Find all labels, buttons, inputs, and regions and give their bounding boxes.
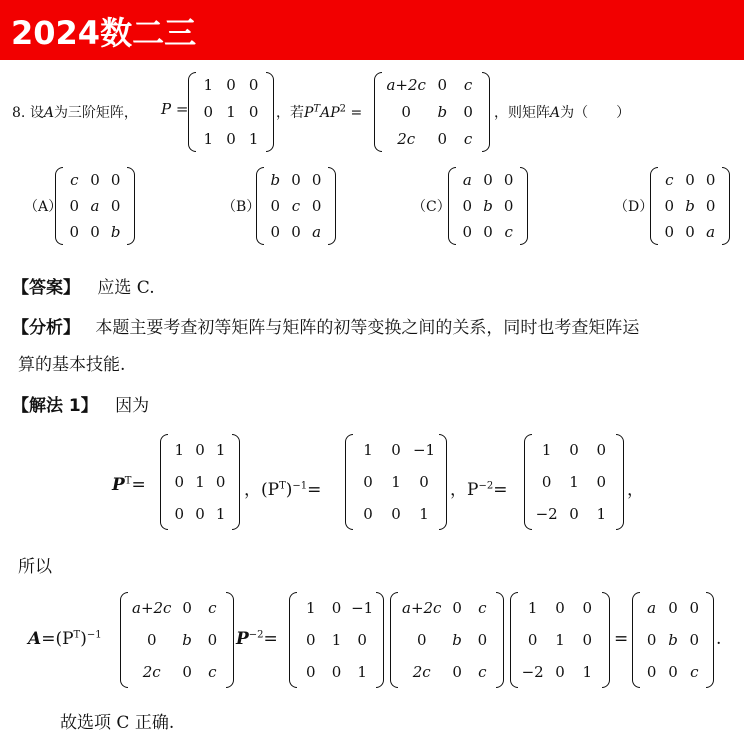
right-bracket — [706, 592, 714, 688]
matrix-cell: a — [647, 599, 657, 617]
answer-text: 应选 C. — [97, 278, 155, 298]
matrix-cell: 0 — [331, 663, 342, 681]
matrix-cell: a — [312, 223, 322, 241]
matrix-cell: 1 — [596, 505, 607, 523]
matrix-cell: 0 — [685, 171, 695, 189]
left-bracket — [188, 72, 196, 152]
matrix-cell: a+2c — [386, 76, 426, 95]
matrix-cell: a+2c — [402, 599, 442, 617]
matrix-cell: 0 — [363, 505, 373, 523]
title-banner — [0, 0, 744, 60]
matrix-cell: 1 — [357, 663, 367, 681]
matrix-cell: 0 — [90, 223, 100, 241]
pm2-matrix — [524, 434, 624, 530]
sup-m2: −2 — [248, 629, 264, 641]
p-label: P = — [161, 100, 189, 118]
matrix-cell: 0 — [419, 473, 429, 491]
matrix-cell: 0 — [668, 599, 678, 617]
matrix-cell: a — [90, 197, 100, 215]
matrix-cell: 0 — [311, 197, 322, 215]
final-lhs — [28, 629, 102, 649]
left-bracket — [256, 167, 264, 245]
question-text: 为三阶矩阵， — [53, 105, 138, 121]
matrix-cell: 0 — [705, 171, 716, 189]
right-bracket — [439, 434, 447, 530]
analysis-line-1 — [12, 313, 639, 338]
solution-tag: 【解法 1】 — [12, 396, 98, 416]
option-c-label[interactable]: （C） — [412, 199, 451, 215]
right-bracket — [226, 592, 234, 688]
matrix-cell: 1 — [203, 129, 214, 148]
right-bracket — [602, 592, 610, 688]
option-d-label[interactable]: （D） — [614, 199, 654, 215]
p-matrix — [188, 72, 274, 152]
var-a: A — [43, 105, 54, 121]
matrix-cell: b — [668, 631, 678, 649]
left-bracket — [120, 592, 128, 688]
answer-tag: 【答案】 — [12, 278, 80, 298]
question-text: 设 — [29, 105, 44, 121]
matrix-cell: 0 — [503, 171, 514, 189]
matrix-cell: 0 — [541, 473, 552, 491]
matrix-cell: c — [291, 197, 301, 215]
inv-open: ，(P — [244, 480, 280, 500]
matrix-cell: 0 — [203, 103, 214, 121]
option-d-matrix[interactable] — [650, 167, 730, 245]
matrix-cell: 1 — [363, 441, 373, 459]
eq-open: =(P — [41, 629, 74, 649]
matrix-cell: −2 — [521, 663, 544, 681]
matrix-cell: c — [463, 129, 473, 148]
matrix-cell: 0 — [110, 171, 121, 189]
answer-line — [12, 273, 155, 298]
matrix-cell: 1 — [226, 103, 236, 121]
inv-close: ) — [285, 480, 293, 500]
matrix-cell: −1 — [412, 441, 436, 459]
matrix-cell: 1 — [541, 441, 552, 459]
final-m3 — [390, 592, 504, 688]
final-m1 — [120, 592, 234, 688]
matrix-cell: 2c — [142, 663, 161, 681]
var-a: A — [550, 105, 561, 121]
matrix-cell: 0 — [527, 631, 538, 649]
solution-intro: 因为 — [115, 396, 150, 416]
matrix-cell: 0 — [331, 599, 342, 617]
question-mid — [276, 102, 362, 122]
matrix-cell: 0 — [503, 197, 514, 215]
matrix-cell: 0 — [311, 171, 322, 189]
matrix-cell: 0 — [215, 473, 226, 491]
matrix-cell: 1 — [215, 505, 226, 523]
matrix-cell: 0 — [174, 505, 185, 523]
matrix-cell: 0 — [689, 599, 700, 617]
expr-ap: AP — [320, 105, 340, 121]
matrix-cell: 0 — [664, 197, 675, 215]
matrix-cell: 1 — [248, 129, 259, 148]
question-stem — [12, 102, 138, 122]
a-bold: A — [28, 629, 42, 649]
matrix-cell: 0 — [270, 223, 281, 241]
matrix-cell: 0 — [391, 441, 401, 459]
matrix-cell: 0 — [569, 505, 579, 523]
right-bracket — [232, 434, 240, 530]
matrix-cell: 0 — [462, 197, 473, 215]
matrix-cell: 0 — [401, 103, 411, 121]
matrix-cell: c — [665, 171, 674, 189]
inv-lhs — [244, 475, 321, 500]
right-bracket — [376, 592, 384, 688]
matrix-cell: 0 — [582, 631, 593, 649]
matrix-cell: b — [110, 223, 121, 241]
matrix-cell: 0 — [363, 473, 373, 491]
matrix-cell: 0 — [483, 171, 493, 189]
final-m4 — [510, 592, 610, 688]
final-eq3: = — [614, 629, 629, 649]
matrix-cell: 0 — [596, 441, 607, 459]
matrix-cell: 1 — [331, 631, 342, 649]
solution-heading — [12, 391, 149, 416]
left-bracket — [374, 72, 382, 152]
so-text: 所以 — [18, 557, 52, 577]
question-text: ，若 — [276, 105, 304, 121]
equals: = — [307, 480, 322, 500]
matrix-cell: 1 — [582, 663, 593, 681]
analysis-tag: 【分析】 — [12, 318, 80, 338]
close-paren: ) — [80, 629, 87, 649]
matrix-cell: b — [182, 631, 192, 649]
equals: = — [493, 480, 508, 500]
matrix-cell: 0 — [705, 197, 716, 215]
matrix-cell: 0 — [437, 76, 448, 95]
matrix-cell: b — [685, 197, 695, 215]
matrix-cell: 0 — [685, 223, 695, 241]
left-bracket — [650, 167, 658, 245]
right-bracket — [482, 72, 490, 152]
left-bracket — [448, 167, 456, 245]
matrix-cell: 0 — [668, 663, 678, 681]
pm2-tail: ， — [627, 480, 644, 500]
matrix-cell: 0 — [226, 76, 236, 95]
matrix-cell: 0 — [646, 663, 657, 681]
matrix-cell: 0 — [248, 103, 259, 121]
sup-t: T — [73, 629, 81, 641]
matrix-cell: 0 — [146, 631, 157, 649]
matrix-cell: 1 — [203, 76, 214, 95]
option-b-matrix[interactable] — [256, 167, 336, 245]
matrix-cell: 0 — [664, 223, 675, 241]
sup-inv: −1 — [292, 480, 308, 492]
matrix-cell: 0 — [437, 129, 448, 148]
matrix-cell: 0 — [182, 663, 192, 681]
matrix-cell: 1 — [215, 441, 226, 459]
equals: = — [263, 629, 278, 649]
sup-inv: −1 — [86, 629, 102, 641]
matrix-cell: 0 — [110, 197, 121, 215]
expr-p: P — [304, 105, 314, 121]
matrix-cell: c — [208, 599, 217, 617]
matrix-cell: 0 — [462, 223, 473, 241]
pt-matrix — [160, 434, 240, 530]
matrix-cell: 0 — [207, 631, 218, 649]
matrix-cell: c — [70, 171, 79, 189]
matrix-cell: 0 — [555, 599, 565, 617]
matrix-cell: 0 — [391, 505, 401, 523]
matrix-cell: c — [478, 599, 487, 617]
matrix-cell: 1 — [306, 599, 316, 617]
matrix-cell: b — [270, 171, 281, 189]
sup-t: T — [313, 103, 321, 115]
matrix-cell: c — [690, 663, 699, 681]
matrix-cell: 1 — [419, 505, 429, 523]
matrix-cell: 0 — [182, 599, 192, 617]
matrix-cell: 0 — [306, 663, 316, 681]
matrix-cell: 1 — [555, 631, 565, 649]
matrix-cell: 0 — [463, 103, 473, 121]
left-bracket — [289, 592, 297, 688]
matrix-cell: 0 — [174, 473, 185, 491]
sup-m2: −2 — [478, 480, 494, 492]
matrix-cell: 0 — [90, 171, 100, 189]
pt-lhs — [112, 475, 146, 495]
option-b-label[interactable]: （B） — [222, 199, 261, 215]
matrix-cell: 1 — [527, 599, 538, 617]
right-bracket — [496, 592, 504, 688]
matrix-cell: 2c — [412, 663, 431, 681]
matrix-cell: 0 — [646, 631, 657, 649]
page-title: 2024数二三 — [11, 14, 197, 52]
matrix-cell: 0 — [195, 441, 205, 459]
matrix-cell: c — [504, 223, 513, 241]
matrix-cell: 0 — [195, 505, 205, 523]
matrix-cell: 0 — [477, 631, 488, 649]
final-m5 — [632, 592, 714, 688]
matrix-cell: 0 — [69, 223, 80, 241]
sup-t: T — [124, 475, 132, 487]
matrix-cell: 0 — [689, 631, 700, 649]
final-m2 — [289, 592, 384, 688]
question-text: ，则矩阵 — [494, 105, 550, 121]
matrix-cell: 0 — [291, 223, 301, 241]
matrix-cell: 1 — [174, 441, 185, 459]
question-number: 8. — [12, 105, 26, 121]
analysis-line-2: 算的基本技能. — [18, 355, 126, 375]
pm2-open: ，P — [450, 480, 479, 500]
pm2-lhs — [450, 475, 507, 500]
p-bold: P — [236, 629, 249, 649]
final-p — [236, 629, 278, 649]
matrix-cell: 0 — [248, 76, 259, 95]
equals: = — [350, 105, 363, 121]
matrix-cell: 1 — [195, 473, 205, 491]
matrix-cell: 0 — [357, 631, 367, 649]
matrix-cell: b — [437, 103, 448, 121]
right-bracket — [328, 167, 336, 245]
option-c-matrix[interactable] — [448, 167, 528, 245]
matrix-cell: a — [462, 171, 472, 189]
option-a-matrix[interactable] — [55, 167, 135, 245]
matrix-cell: 2c — [397, 129, 416, 148]
matrix-cell: 0 — [582, 599, 593, 617]
sup-2: 2 — [339, 103, 346, 115]
matrix-cell: 0 — [452, 599, 462, 617]
right-bracket — [127, 167, 135, 245]
right-bracket — [616, 434, 624, 530]
analysis-text: 本题主要考查初等矩阵与矩阵的初等变换之间的关系，同时也考查矩阵运 — [95, 318, 640, 338]
matrix-cell: a — [706, 223, 716, 241]
left-bracket — [55, 167, 63, 245]
matrix-cell: c — [208, 663, 217, 681]
matrix-cell: a+2c — [132, 599, 172, 617]
matrix-cell: b — [452, 631, 462, 649]
option-a-label[interactable]: （A） — [24, 199, 63, 215]
conclusion: 故选项 C 正确. — [60, 713, 175, 733]
left-bracket — [390, 592, 398, 688]
matrix-cell: 0 — [416, 631, 427, 649]
inv-matrix — [345, 434, 447, 530]
matrix-cell: 1 — [569, 473, 579, 491]
matrix-cell: 0 — [306, 631, 316, 649]
right-bracket — [520, 167, 528, 245]
matrix-cell: 0 — [555, 663, 565, 681]
matrix-cell: 0 — [452, 663, 462, 681]
question-end — [494, 102, 630, 122]
matrix-cell: 0 — [69, 197, 80, 215]
matrix-cell: 0 — [483, 223, 493, 241]
matrix-cell: −2 — [535, 505, 558, 523]
question-text: 为（ ） — [560, 105, 631, 121]
matrix-cell: 0 — [596, 473, 607, 491]
matrix-cell: −1 — [351, 599, 374, 617]
left-bracket — [510, 592, 518, 688]
matrix-cell: 0 — [270, 197, 281, 215]
p-bold: P — [112, 475, 125, 495]
matrix-cell: c — [463, 76, 473, 95]
matrix-cell: 0 — [291, 171, 301, 189]
left-bracket — [160, 434, 168, 530]
equals: = — [131, 475, 146, 495]
final-end: . — [716, 629, 722, 649]
matrix-cell: 0 — [569, 441, 579, 459]
left-bracket — [632, 592, 640, 688]
sup-t: T — [279, 480, 286, 492]
right-bracket — [722, 167, 730, 245]
matrix-cell: 0 — [226, 129, 236, 148]
matrix-cell: c — [478, 663, 487, 681]
matrix-cell: b — [483, 197, 493, 215]
rhs-matrix — [374, 72, 490, 152]
left-bracket — [345, 434, 353, 530]
left-bracket — [524, 434, 532, 530]
matrix-cell: 1 — [391, 473, 401, 491]
right-bracket — [266, 72, 274, 152]
